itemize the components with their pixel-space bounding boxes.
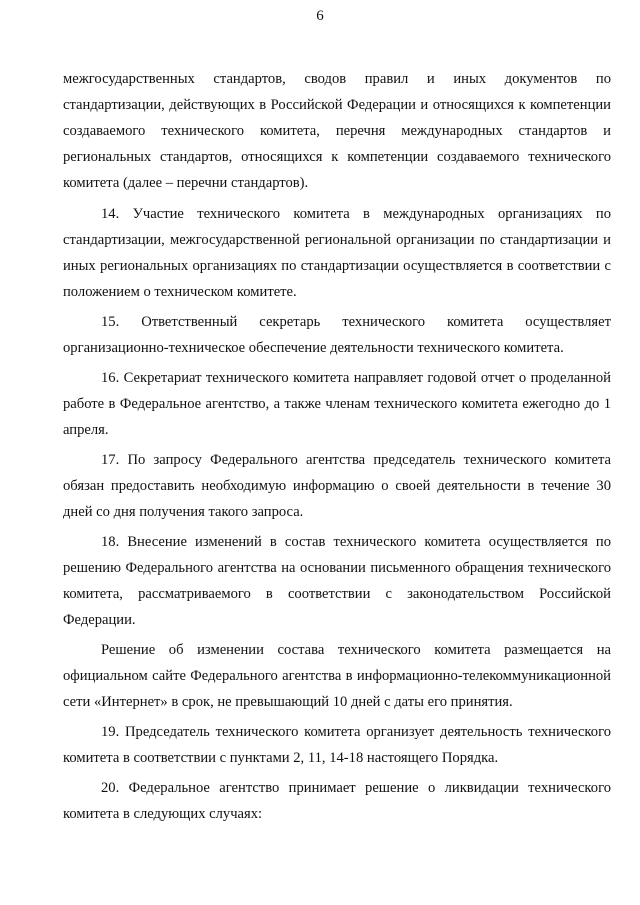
paragraph-16: 16. Секретариат технического комитета направляет годовой отчет о проделанной работе в Федеральное агентство, а также членам технического комитета ежегодно до 1 апреля. bbox=[63, 370, 611, 438]
paragraph-14: 14. Участие технического комитета в международных организациях по стандартизации, межгосударственной региональной организации по стандартизации и иных региональных организациях по стандартизации осуществляется в соответствии с положением о техническом комитете. bbox=[63, 206, 611, 300]
page-number: 6 bbox=[316, 8, 324, 24]
document-body bbox=[63, 66, 611, 827]
paragraph-continuation: межгосударственных стандартов, сводов правил и иных документов по стандартизации, действующих в Российской Федерации и относящихся к компетенции создаваемого технического комитета, перечня международных стандартов и региональных стандартов, относящихся к компетенции создаваемого технического комитета (далее – перечни стандартов). bbox=[63, 71, 611, 191]
paragraph-18: 18. Внесение изменений в состав технического комитета осуществляется по решению Федерального агентства на основании письменного обращения технического комитета, рассматриваемого в соответствии с законодательством Российской Федерации. bbox=[63, 534, 611, 628]
paragraph-19: 19. Председатель технического комитета организует деятельность технического комитета в соответствии с пунктами 2, 11, 14-18 настоящего Порядка. bbox=[63, 724, 611, 766]
paragraph-17: 17. По запросу Федерального агентства председатель технического комитета обязан предоставить необходимую информацию о своей деятельности в течение 30 дней со дня получения такого запроса. bbox=[63, 452, 611, 520]
paragraph-20: 20. Федеральное агентство принимает решение о ликвидации технического комитета в следующих случаях: bbox=[63, 780, 611, 822]
paragraph-15: 15. Ответственный секретарь технического комитета осуществляет организационно-техническое обеспечение деятельности технического комитета. bbox=[63, 314, 611, 356]
paragraph-18-decision: Решение об изменении состава технического комитета размещается на официальном сайте Федерального агентства в информационно-телекоммуникационной сети «Интернет» в срок, не превышающий 10 дней с даты его принятия. bbox=[63, 642, 611, 710]
